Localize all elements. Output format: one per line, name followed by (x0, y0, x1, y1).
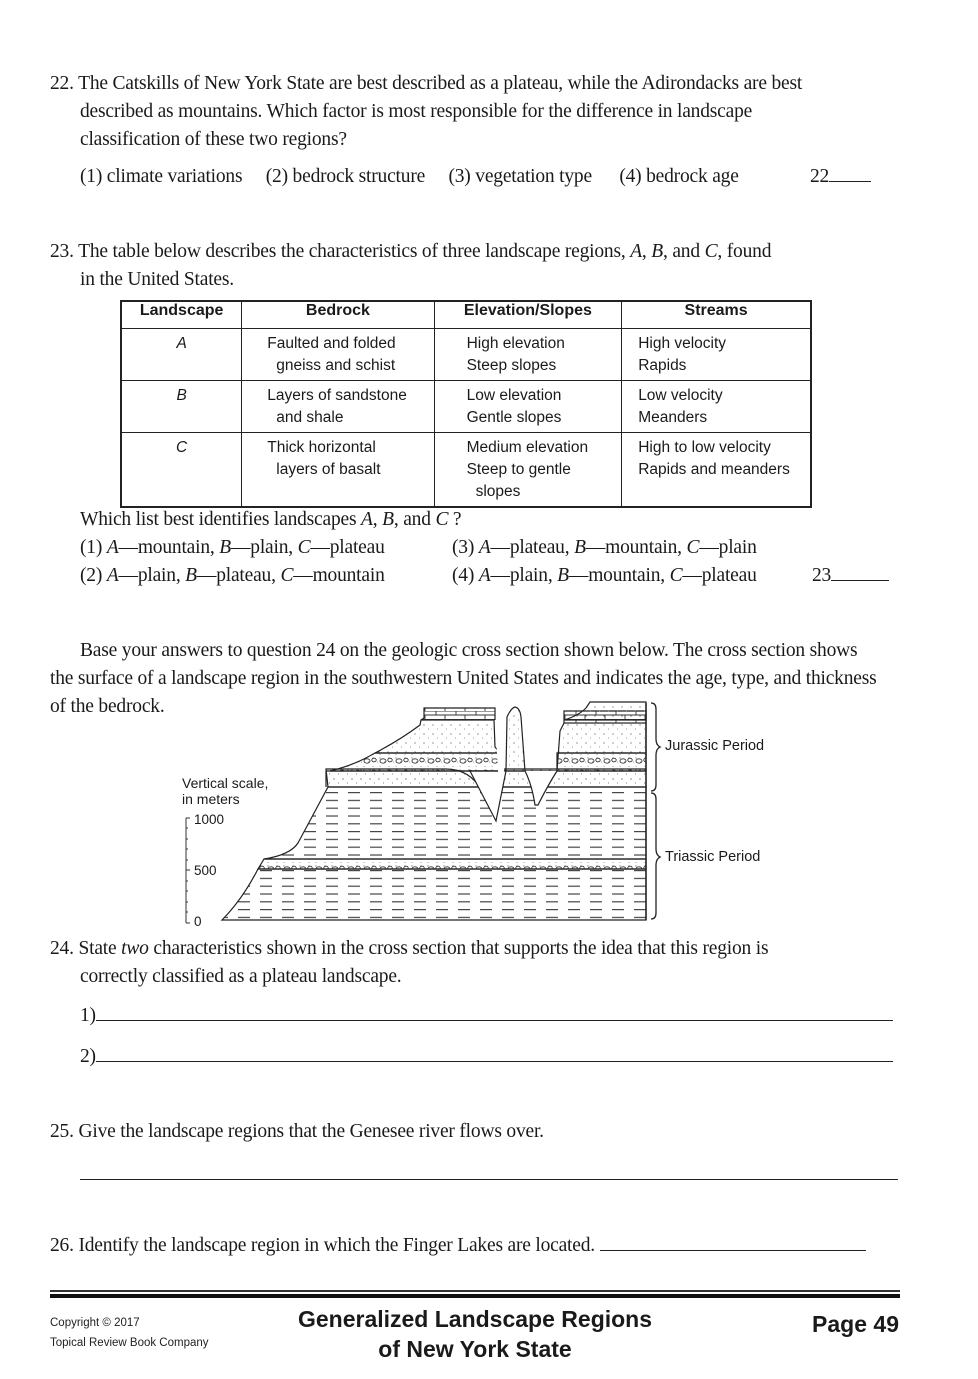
period-brackets (651, 703, 660, 919)
intro-line2: the surface of a landscape region in the southwestern United States and indicates the age, type, and thickness (50, 668, 877, 689)
q23-option-2[interactable] (80, 562, 452, 590)
footer-copyright (50, 1313, 209, 1353)
q23-option-1[interactable] (80, 534, 452, 562)
q23-text-and: , and (663, 241, 705, 262)
q22-answer (810, 163, 871, 191)
q22-option-4[interactable]: (4) bedrock age (619, 166, 739, 187)
option-part: C (686, 537, 700, 558)
table-row (121, 329, 811, 381)
q22-text-line2: described as mountains. Which factor is most responsible for the difference in landscape (80, 101, 753, 122)
q23-prompt-a: A (361, 509, 373, 530)
option-part: C (280, 565, 294, 586)
q23-number: 23. (50, 241, 74, 262)
q22-text: The Catskills of New York State are best described as a plateau, while the Adirondacks are best (78, 73, 803, 94)
q23-answer-blank[interactable] (831, 562, 889, 581)
q26-number: 26. (50, 1235, 74, 1256)
label-jurassic: Jurassic Period (665, 738, 765, 754)
cell-line: Rapids (638, 357, 687, 374)
q23-prompt-b: B (382, 509, 394, 530)
option-part: A (478, 537, 491, 558)
option-part: —mountain, (568, 565, 670, 586)
q24-text-two: two (121, 938, 149, 959)
intro-line1: Base your answers to question 24 on the geologic cross section shown below. The cross section shows (80, 640, 858, 661)
cell-line: gneiss and schist (276, 357, 396, 374)
option-part: —plain, (490, 565, 558, 586)
cell-line: layers of basalt (276, 461, 381, 478)
cell-landscape: A (121, 329, 242, 381)
cell-bedrock (242, 381, 434, 433)
q22-option-1[interactable]: (1) climate variations (80, 166, 243, 187)
option-part: A (106, 565, 119, 586)
cell-line: Low velocity (638, 387, 723, 404)
landscape-table (120, 300, 812, 508)
q24-number: 24. (50, 938, 74, 959)
q24-answer-1 (80, 1002, 893, 1030)
col-header-bedrock: Bedrock (242, 301, 434, 329)
q24-answer-line-2[interactable] (96, 1043, 893, 1062)
answer-label: 1) (80, 1005, 96, 1026)
table-row (121, 433, 811, 508)
question-22 (50, 70, 930, 154)
option-part: B (557, 565, 569, 586)
option-part: —plateau (682, 565, 757, 586)
publisher-text: Topical Review Book Company (50, 1337, 209, 1349)
q22-number: 22. (50, 73, 74, 94)
q23-prompt-end: ? (448, 509, 462, 530)
q24-text-line2: correctly classified as a plateau landscape. (80, 966, 402, 987)
q22-option-3[interactable]: (3) vegetation type (448, 166, 592, 187)
col-header-elevation: Elevation/Slopes (434, 301, 622, 329)
option-part: B (574, 537, 586, 558)
footer-title-line2: of New York State (378, 1336, 572, 1362)
option-num: (4) (452, 565, 479, 586)
cell-line: Thick horizontal (267, 439, 376, 456)
q23-text-a: A (630, 241, 642, 262)
option-part: —plain (699, 537, 757, 558)
question-23 (50, 238, 930, 294)
scale-title-line2: in meters (182, 791, 240, 807)
page-number: Page 49 (812, 1311, 899, 1337)
question-24 (50, 935, 930, 991)
cell-streams (622, 329, 811, 381)
cell-line: and shale (276, 409, 344, 426)
q23-answer (812, 562, 892, 590)
option-part: —plateau, (196, 565, 281, 586)
scale-tick-500: 500 (194, 863, 217, 878)
cell-streams (622, 433, 811, 508)
q23-text-line2: in the United States. (80, 269, 234, 290)
option-num: (3) (452, 537, 479, 558)
geologic-cross-section (170, 695, 670, 930)
question-26 (50, 1232, 930, 1260)
q23-prompt (80, 506, 920, 534)
q23-text-b: B (651, 241, 663, 262)
q25-text: Give the landscape regions that the Genesee river flows over. (78, 1121, 544, 1142)
cell-bedrock (242, 329, 434, 381)
q23-text-end: , found (717, 241, 772, 262)
vertical-scale-bar (186, 818, 190, 923)
q25-answer-line[interactable] (80, 1179, 898, 1180)
scale-tick-0: 0 (194, 914, 202, 929)
table-row (121, 381, 811, 433)
cell-line: Low elevation (466, 387, 562, 404)
q24-text-rest: characteristics shown in the cross section that supports the idea that this region is (148, 938, 769, 959)
q23-text-c: C (704, 241, 718, 262)
option-num: (2) (80, 565, 107, 586)
option-num: (1) (80, 537, 107, 558)
option-part: A (478, 565, 491, 586)
cell-line: High to low velocity (638, 439, 771, 456)
cell-line: Gentle slopes (466, 409, 562, 426)
option-part: B (185, 565, 197, 586)
cell-line: Steep slopes (466, 357, 557, 374)
q23-prompt-sep: , (372, 509, 383, 530)
q23-answer-label: 23 (812, 565, 832, 586)
cell-streams (622, 381, 811, 433)
q23-text-sep: , (641, 241, 652, 262)
copyright-text: Copyright © 2017 (50, 1317, 140, 1329)
q23-options (80, 534, 892, 590)
cell-line: Layers of sandstone (267, 387, 407, 404)
q23-text: The table below describes the characteristics of three landscape regions, (78, 241, 631, 262)
cell-line: Steep to gentle (466, 461, 571, 478)
q26-text: Identify the landscape region in which the Finger Lakes are located. (78, 1235, 595, 1256)
answer-label: 2) (80, 1046, 96, 1067)
table-header-row (121, 301, 811, 329)
col-header-streams: Streams (622, 301, 811, 329)
q22-option-2[interactable]: (2) bedrock structure (265, 166, 426, 187)
cell-line: Rapids and meanders (638, 461, 790, 478)
label-triassic: Triassic Period (665, 849, 761, 865)
cell-line: Faulted and folded (267, 335, 396, 352)
cell-line: slopes (475, 483, 521, 500)
q23-option-4[interactable] (452, 562, 812, 590)
q22-answer-blank[interactable] (829, 163, 871, 182)
option-part: —mountain (293, 565, 385, 586)
cell-elevation (434, 329, 622, 381)
cell-landscape: B (121, 381, 242, 433)
cell-elevation (434, 433, 622, 508)
scale-tick-1000: 1000 (194, 812, 225, 827)
footer-rule-thick (50, 1294, 900, 1298)
q23-prompt-c: C (435, 509, 449, 530)
option-part: —plateau (310, 537, 385, 558)
scale-title-line1: Vertical scale, (182, 775, 269, 791)
footer-title-line1: Generalized Landscape Regions (297, 1306, 653, 1332)
cell-bedrock (242, 433, 434, 508)
cell-landscape: C (121, 433, 242, 508)
footer-rule-thin (50, 1290, 900, 1292)
col-header-landscape: Landscape (121, 301, 242, 329)
cell-line: High elevation (466, 335, 565, 352)
option-part: B (219, 537, 231, 558)
q26-answer-line[interactable] (600, 1232, 866, 1251)
q24-answer-2 (80, 1043, 893, 1071)
option-part: —plain, (118, 565, 186, 586)
q22-options (80, 163, 900, 191)
option-part: C (669, 565, 683, 586)
question-25 (50, 1118, 930, 1146)
q23-prompt-text: Which list best identifies landscapes (80, 509, 362, 530)
q25-number: 25. (50, 1121, 74, 1142)
q24-text: State (78, 938, 122, 959)
cell-line: Meanders (638, 409, 708, 426)
q22-answer-label: 22 (810, 166, 830, 187)
option-part: —mountain, (118, 537, 220, 558)
option-part: A (106, 537, 119, 558)
cell-line: Medium elevation (466, 439, 589, 456)
q24-answer-line-1[interactable] (96, 1002, 893, 1021)
q23-option-3[interactable] (452, 534, 812, 562)
intro-line3: of the bedrock. (50, 696, 165, 717)
option-part: —plateau, (490, 537, 575, 558)
q22-text-line3: classification of these two regions? (80, 129, 347, 150)
option-part: —mountain, (585, 537, 687, 558)
footer-title (250, 1304, 700, 1364)
option-part: C (297, 537, 311, 558)
option-part: —plain, (230, 537, 298, 558)
cell-elevation (434, 381, 622, 433)
q23-prompt-and: , and (393, 509, 436, 530)
cell-line: High velocity (638, 335, 727, 352)
